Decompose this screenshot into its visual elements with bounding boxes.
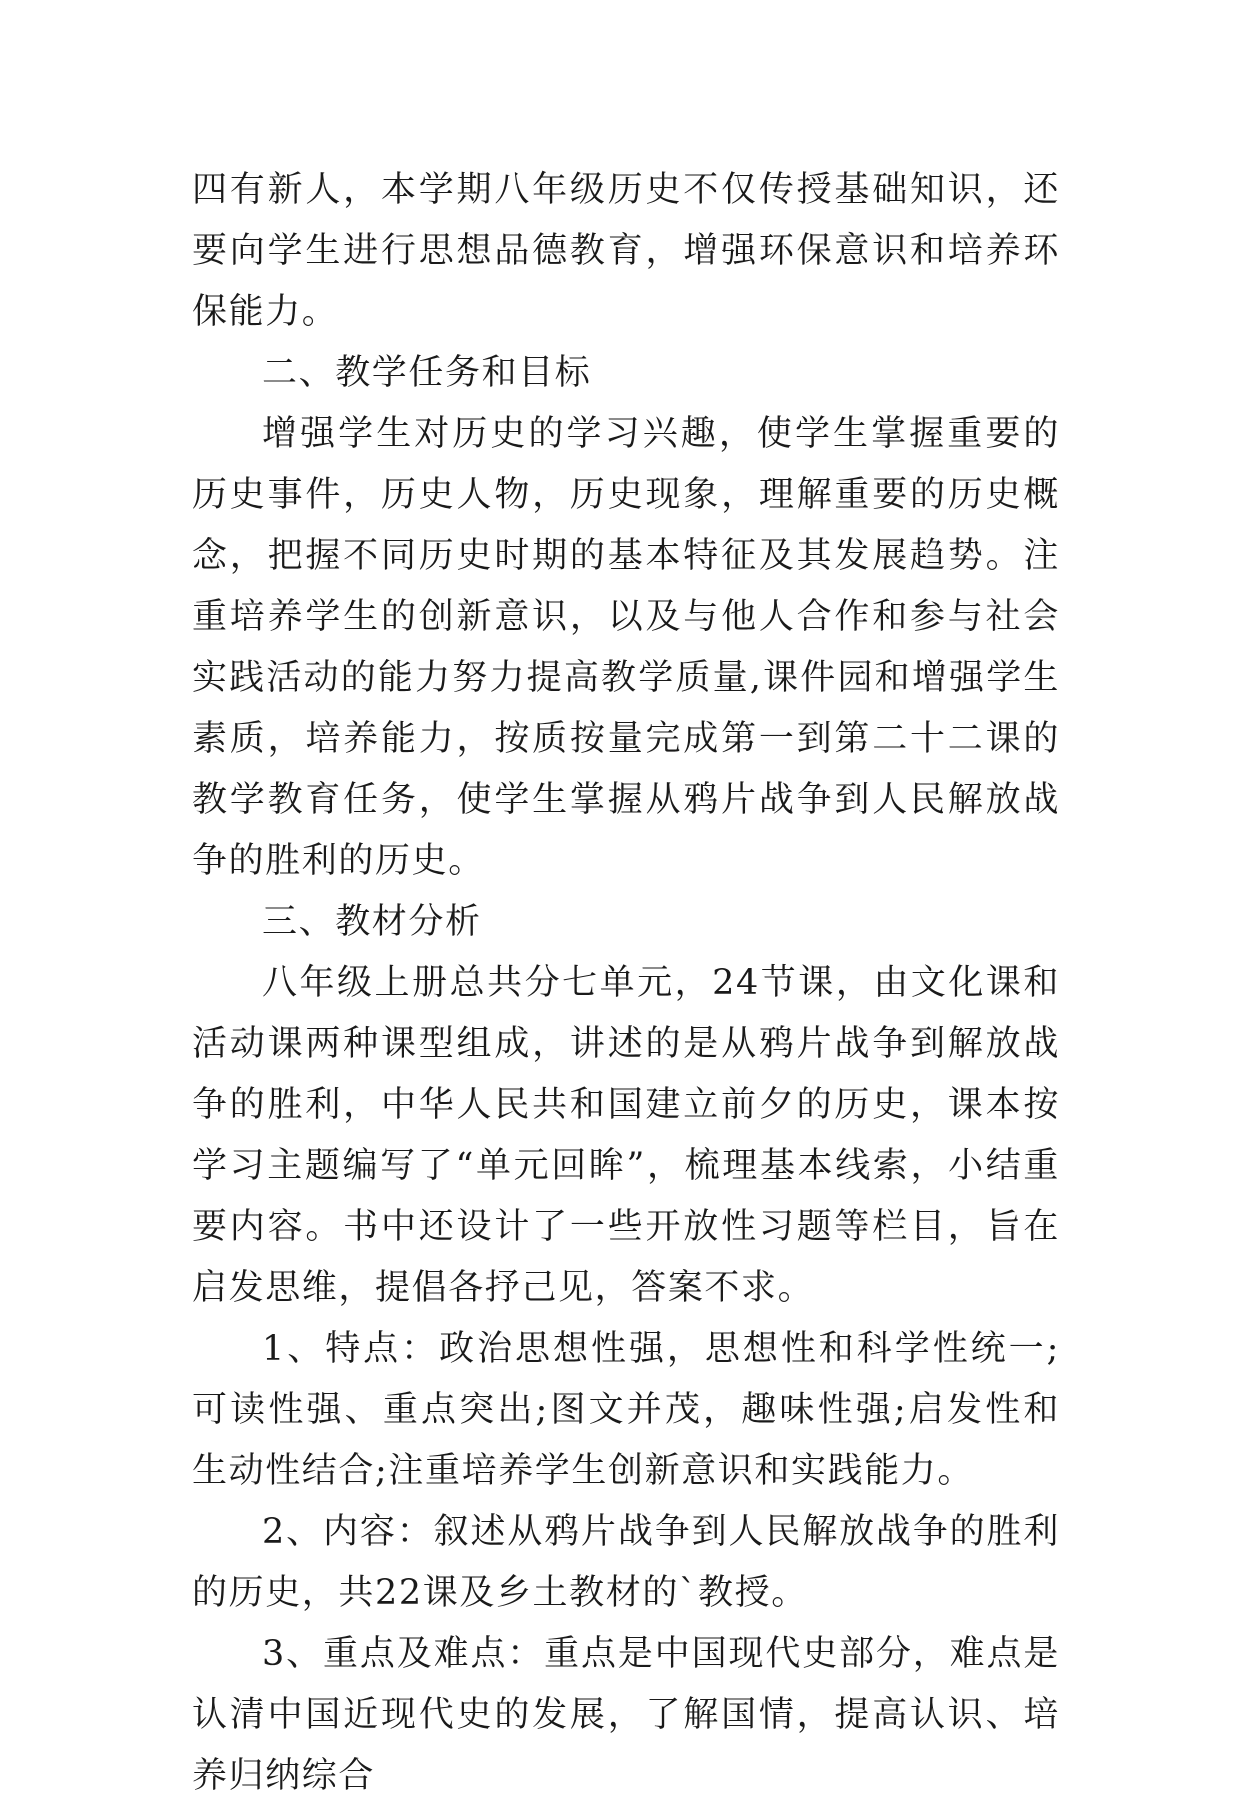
heading-teaching-goals: 二、教学任务和目标 (262, 353, 592, 393)
document-body (192, 160, 1060, 1807)
list-item-content: 2、内容：叙述从鸦片战争到人民解放战争的胜利的历史，共22课及乡土教材的`教授。 (192, 1512, 1060, 1613)
list-item-key-points: 3、重点及难点：重点是中国现代史部分，难点是认清中国近现代史的发展，了解国情，提高认识、培养归纳综合 (192, 1634, 1060, 1796)
heading-textbook-analysis: 三、教材分析 (262, 902, 482, 942)
paragraph-continuation: 四有新人，本学期八年级历史不仅传授基础知识，还要向学生进行思想品德教育，增强环保意识和培养环保能力。 (192, 170, 1060, 332)
list-item-features: 1、特点：政治思想性强，思想性和科学性统一;可读性强、重点突出;图文并茂，趣味性强;启发性和生动性结合;注重培养学生创新意识和实践能力。 (192, 1329, 1060, 1491)
paragraph-teaching-goals: 增强学生对历史的学习兴趣，使学生掌握重要的历史事件，历史人物，历史现象，理解重要的历史概念，把握不同历史时期的基本特征及其发展趋势。注重培养学生的创新意识，以及与他人合作和参与社会实践活动的能力努力提高教学质量,课件园和增强学生素质，培养能力，按质按量完成第一到第二十二课的教学教育任务，使学生掌握从鸦片战争到人民解放战争的胜利的历史。 (192, 414, 1060, 881)
paragraph-textbook-analysis: 八年级上册总共分七单元，24节课，由文化课和活动课两种课型组成，讲述的是从鸦片战争到解放战争的胜利，中华人民共和国建立前夕的历史，课本按学习主题编写了“单元回眸”，梳理基本线索，小结重要内容。书中还设计了一些开放性习题等栏目，旨在启发思维，提倡各抒己见，答案不求。 (192, 963, 1060, 1308)
